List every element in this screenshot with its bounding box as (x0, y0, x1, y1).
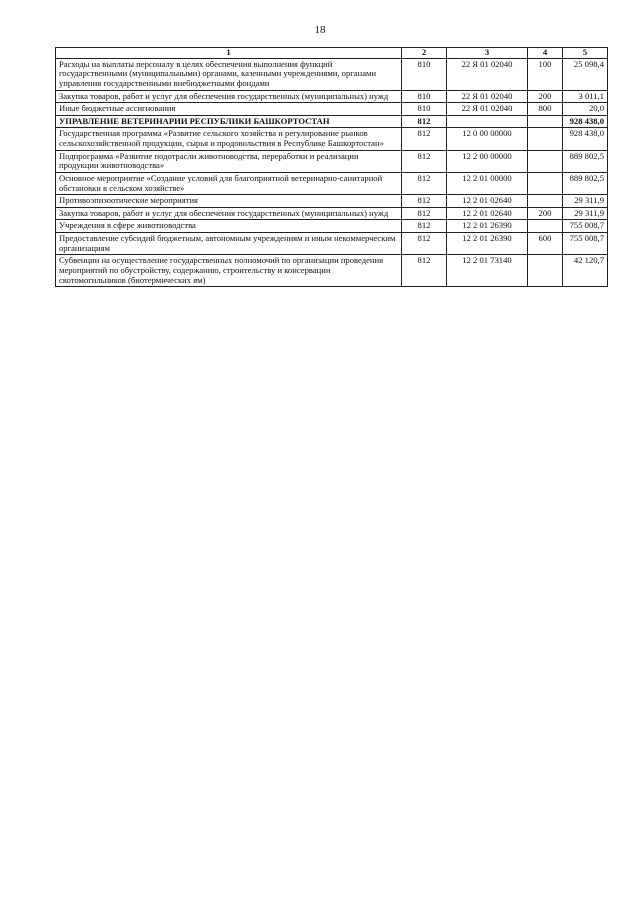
cell-name: Закупка товаров, работ и услуг для обеспечения государственных (муниципальных) нужд (56, 90, 402, 103)
cell-name: Подпрограмма «Развитие подотрасли животноводства, переработки и реализации продукции животноводства» (56, 150, 402, 172)
cell-amount: 20,0 (563, 103, 608, 116)
cell-expense-type (528, 172, 563, 194)
cell-target-article: 12 2 01 73140 (447, 255, 528, 287)
cell-amount: 29 311,9 (563, 207, 608, 220)
table-row (56, 207, 608, 220)
table-row (56, 233, 608, 255)
column-header-name: 1 (56, 48, 402, 59)
cell-department: 810 (402, 58, 447, 90)
cell-name: Расходы на выплаты персоналу в целях обеспечения выполнения функций государственными (муниципальными) органами, казенными учреждениями, органами управления государственными внебюджетными фондами (56, 58, 402, 90)
cell-target-article: 12 2 01 26390 (447, 220, 528, 233)
cell-amount: 755 008,7 (563, 233, 608, 255)
cell-expense-type: 200 (528, 90, 563, 103)
cell-name: Основное мероприятие «Создание условий для благоприятной ветеринарно-санитарной обстановки в сельском хозяйстве» (56, 172, 402, 194)
cell-name: Учреждения в сфере животноводства (56, 220, 402, 233)
cell-amount: 928 438,0 (563, 128, 608, 150)
cell-expense-type: 100 (528, 58, 563, 90)
table-row (56, 128, 608, 150)
cell-target-article: 22 Я 01 02040 (447, 90, 528, 103)
table-row (56, 90, 608, 103)
column-header-amount: 5 (563, 48, 608, 59)
cell-department: 812 (402, 207, 447, 220)
cell-amount: 25 098,4 (563, 58, 608, 90)
cell-expense-type: 800 (528, 103, 563, 116)
budget-table (55, 47, 608, 287)
cell-target-article: 12 2 00 00000 (447, 150, 528, 172)
column-header-expense-type: 4 (528, 48, 563, 59)
cell-name: Иные бюджетные ассигнования (56, 103, 402, 116)
cell-name: Предоставление субсидий бюджетным, автономным учреждениям и иным некоммерческим организациям (56, 233, 402, 255)
cell-department: 812 (402, 195, 447, 208)
cell-target-article: 12 0 00 00000 (447, 128, 528, 150)
cell-department: 812 (402, 233, 447, 255)
table-row (56, 115, 608, 128)
table-row (56, 255, 608, 287)
cell-amount: 928 438,0 (563, 115, 608, 128)
cell-expense-type (528, 128, 563, 150)
cell-target-article: 12 2 01 26390 (447, 233, 528, 255)
cell-name: УПРАВЛЕНИЕ ВЕТЕРИНАРИИ РЕСПУБЛИКИ БАШКОРТОСТАН (56, 115, 402, 128)
cell-target-article: 12 2 01 02640 (447, 195, 528, 208)
cell-target-article: 22 Я 01 02040 (447, 58, 528, 90)
cell-target-article: 12 2 01 00000 (447, 172, 528, 194)
table-row (56, 220, 608, 233)
cell-name: Закупка товаров, работ и услуг для обеспечения государственных (муниципальных) нужд (56, 207, 402, 220)
cell-expense-type (528, 195, 563, 208)
table-row (56, 150, 608, 172)
cell-expense-type (528, 255, 563, 287)
cell-name: Противоэпизоотические мероприятия (56, 195, 402, 208)
cell-department: 812 (402, 255, 447, 287)
cell-amount: 889 802,5 (563, 172, 608, 194)
cell-department: 812 (402, 115, 447, 128)
cell-amount: 3 011,1 (563, 90, 608, 103)
table-row (56, 58, 608, 90)
cell-department: 812 (402, 172, 447, 194)
table-row (56, 172, 608, 194)
cell-expense-type (528, 150, 563, 172)
cell-target-article: 22 Я 01 02040 (447, 103, 528, 116)
cell-expense-type (528, 220, 563, 233)
cell-amount: 755 008,7 (563, 220, 608, 233)
cell-expense-type: 200 (528, 207, 563, 220)
page-number: 18 (314, 24, 326, 36)
cell-target-article: 12 2 01 02640 (447, 207, 528, 220)
cell-amount: 42 120,7 (563, 255, 608, 287)
cell-target-article (447, 115, 528, 128)
cell-department: 812 (402, 220, 447, 233)
cell-department: 812 (402, 128, 447, 150)
cell-amount: 889 802,5 (563, 150, 608, 172)
table-header-row (56, 48, 608, 59)
cell-expense-type (528, 115, 563, 128)
cell-amount: 29 311,9 (563, 195, 608, 208)
cell-department: 812 (402, 150, 447, 172)
cell-expense-type: 600 (528, 233, 563, 255)
table-body (56, 58, 608, 287)
table-row (56, 195, 608, 208)
cell-name: Субвенции на осуществление государственных полномочий по организации проведения мероприятий по обустройству, содержанию, строительству и консервации скотомогильников (биотермических ям) (56, 255, 402, 287)
cell-department: 810 (402, 90, 447, 103)
column-header-target-article: 3 (447, 48, 528, 59)
cell-department: 810 (402, 103, 447, 116)
column-header-department: 2 (402, 48, 447, 59)
table-row (56, 103, 608, 116)
cell-name: Государственная программа «Развитие сельского хозяйства и регулирование рынков сельскохозяйственной продукции, сырья и продовольствия в Республике Башкортостан» (56, 128, 402, 150)
